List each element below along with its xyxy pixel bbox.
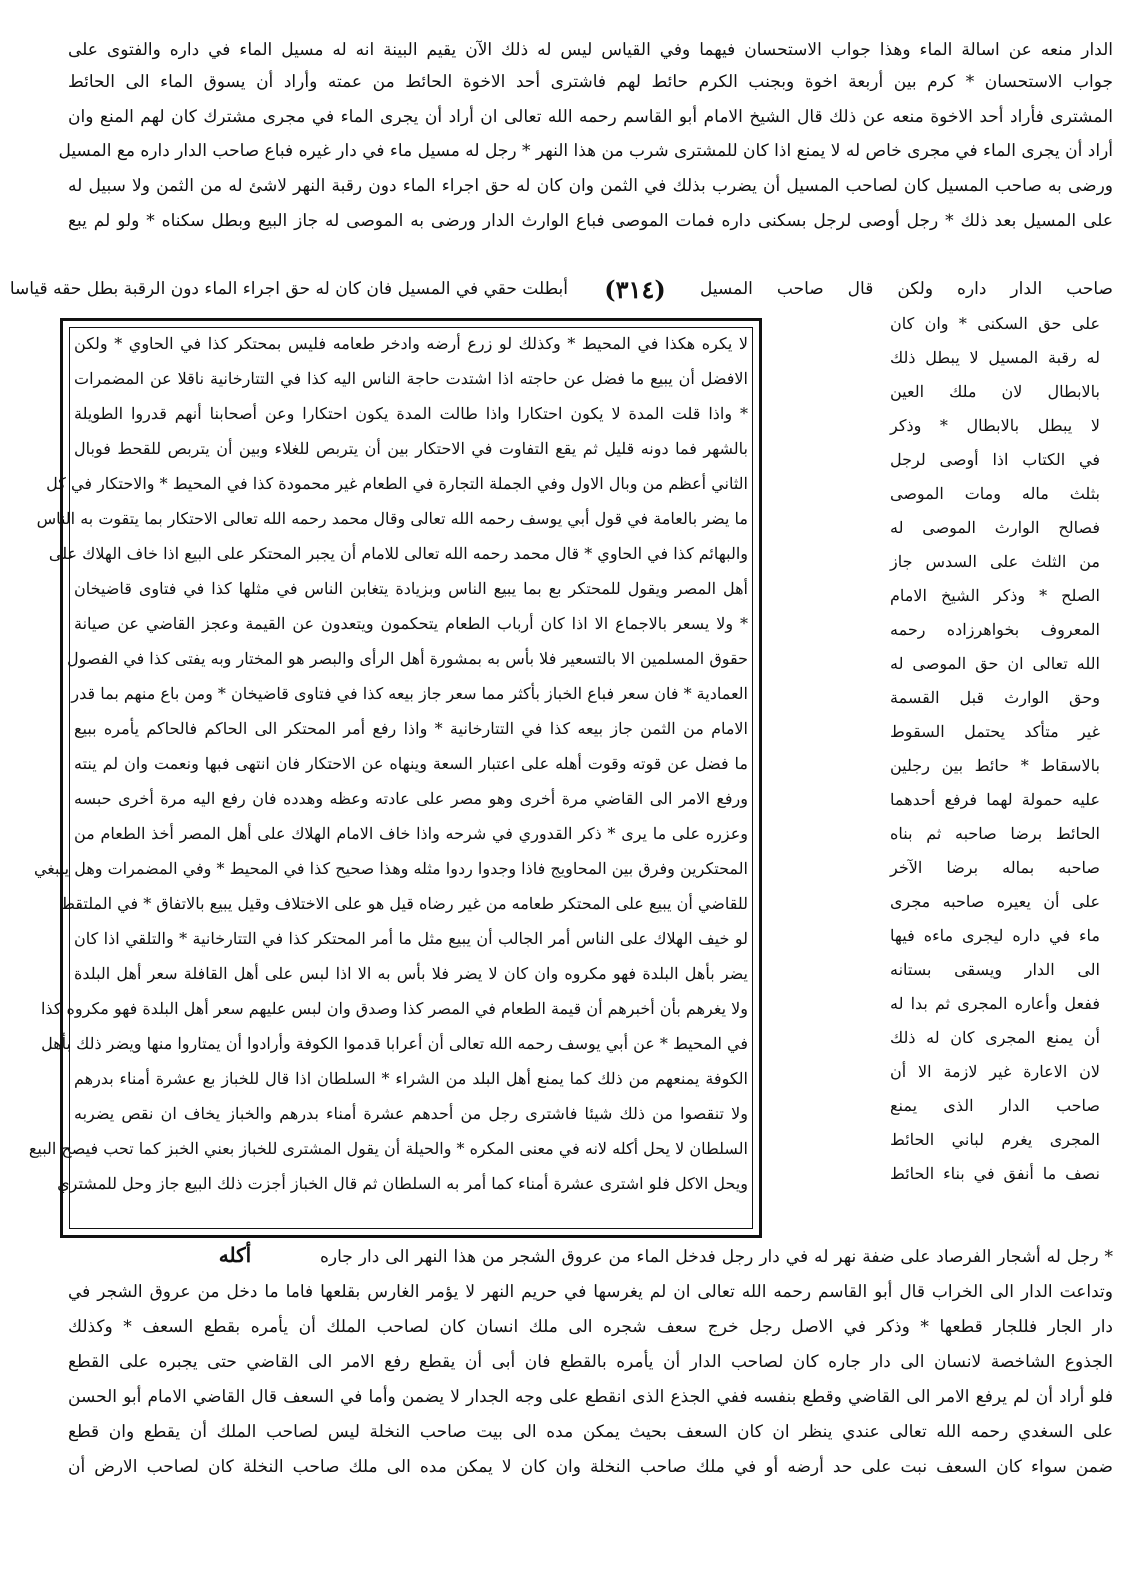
box-line: لو خيف الهلاك على الناس أمر الجالب أن يبيع مثل ما أمر المحتكر كذا في التتارخانية * والتلقي اذا كان	[74, 929, 748, 948]
bottom-line: ضمن سواء كان السعف نبت على حد أرضه أو في ملك صاحب النخلة وان كان لا يمكن مده الى ملك صاحب النخلة كان لصاحب الارض أن	[68, 1457, 1113, 1477]
box-line: حقوق المسلمين الا بالتسعير فلا بأس به بمشورة أهل الرأى والبصر هو المختار وبه يفتى كذا في الفصول	[66, 649, 748, 668]
margin-line: المجرى يغرم لباني الحائط	[890, 1130, 1100, 1149]
margin-line: على أن يعيره صاحبه مجرى	[890, 892, 1100, 911]
bottom-first-line: * رجل له أشجار الفرصاد على ضفة نهر له في دار رجل فدخل الماء من عروق الشجر من هذا النهر الى دار جاره	[320, 1247, 1114, 1267]
margin-line: فصالح الوارث الموصى له	[890, 518, 1100, 537]
bottom-line: وتداعت الدار الى الخراب قال أبو القاسم رحمه الله تعالى ان لم يغرسها في حريم النهر لا يؤمر الغارس بقلعها فاما ما دخل من عروق الشجر في	[68, 1282, 1113, 1302]
margin-line: الحائط برضا صاحبه ثم بناه	[890, 824, 1100, 843]
box-line: ورفع الامر الى القاضي مرة أخرى وهو مصر على عادته وعظه وهدده فان رفع اليه مرة أخرى حبسه	[74, 789, 748, 808]
margin-line: لا يبطل بالابطال * وذكر	[890, 416, 1100, 435]
top-line-after-page-number: أبطلت حقي في المسيل فان كان له حق اجراء الماء دون الرقبة بطل حقه قياسا	[9, 279, 568, 299]
box-line: يضر بأهل البلدة فهو مكروه وان كان لا يضر فلا بأس به الا اذا لبس على أهل القافلة سعر أهل البلدة	[74, 964, 748, 983]
margin-line: ففعل وأعاره المجرى ثم بدا له	[890, 994, 1100, 1013]
margin-line: له رقبة المسيل لا يبطل ذلك	[890, 348, 1100, 367]
top-line: أراد أن يجرى الماء في مجرى خاص له لا يمنع اذا كان للمشترى شرب من هذا النهر * رجل له مسيل ماء في دار غيره فباع صاحب الدار داره مع المسيل	[58, 141, 1113, 161]
box-line: ما فضل عن قوته وقوت أهله على اعتبار السعة وينهاه عن الاحتكار فان انتهى فبها ونعمت وان لم ينته	[74, 754, 749, 773]
margin-line: نصف ما أنفق في بناء الحائط	[890, 1164, 1100, 1183]
box-line: ولا يغرهم بأن أخبرهم أن قيمة الطعام في المصر كذا وصدق وان لبس عليهم سعر أهل البلدة فهو مكروه كذا	[40, 999, 748, 1018]
box-line: العمادية * فان سعر فباع الخباز بأكثر مما سعر جاز بيعه كذا في فتاوى قاضيخان * ومن باع منهم بما قدر	[71, 684, 748, 703]
margin-line: من الثلث على السدس جاز	[890, 552, 1100, 571]
box-line: بالشهر فما دونه قليل ثم يقع التفاوت في الاحتكار بين أن يتربص للغلاء وبين أن يتربص للقحط فوبال	[74, 439, 748, 458]
box-line: في المحيط * عن أبي يوسف رحمه الله تعالى أن أعرابا قدموا الكوفة وأرادوا أن يمتاروا منها ويضر ذلك بأهل	[41, 1034, 748, 1053]
margin-line: أن يمنع المجرى كان له ذلك	[890, 1028, 1100, 1047]
box-line: أهل المصر ويقول للمحتكر بع بما يبيع الناس وبزيادة يتغابن الناس في مثلها كذا في فتاوى قاضيخان	[74, 579, 748, 598]
bottom-line: الجذوع الشاخصة لانسان الى دار جاره كان لصاحب الدار أن يأمره بالقطع فان أبى أن يقطع رفع الامر الى القاضي حتى يجبره على القطع	[68, 1352, 1113, 1372]
top-line: ورضى به صاحب المسيل كان لصاحب المسيل أن يضرب بذلك في الثمن وان كان له حق اجراء الماء دون رقبة النهر لاشئ له من الثمن ولا سبيل له	[68, 176, 1113, 196]
margin-line: على حق السكنى * وان كان	[890, 314, 1100, 333]
box-line: * واذا قلت المدة لا يكون احتكارا واذا طالت المدة يكون احتكارا وعن أصحابنا أنهم قدروا الطويلة	[74, 404, 748, 423]
margin-line: بثلث ماله ومات الموصى	[890, 484, 1100, 503]
box-line: المحتكرين وفرق بين المحاويج فاذا وجدوا ردوا مثله وهذا صحيح كذا في المحيط * وفي المضمرات وهل ينبغي	[33, 859, 748, 878]
top-line-before-page-number: صاحب الدار داره ولكن قال صاحب المسيل	[700, 279, 1113, 299]
top-line: المشترى فأراد أحد الاخوة منعه عن ذلك قال الشيخ الامام أبو القاسم رحمه الله تعالى ان أراد أن يجرى الماء في مجرى مشترك كان لهم المنع وان	[68, 107, 1113, 127]
margin-line: الصلح * وذكر الشيخ الامام	[890, 586, 1100, 605]
bottom-line: على السغدي رحمه الله تعالى عندي ينظر ان كان السعف بحيث يمكن مده الى بيت صاحب النخلة ليس لصاحب الملك أن يقطع وان قطع	[68, 1422, 1113, 1442]
margin-line: وحق الوارث قبل القسمة	[890, 688, 1100, 707]
page-number: (٣١٤)	[604, 275, 666, 304]
margin-line: الله تعالى ان حق الموصى له	[890, 654, 1100, 673]
bottom-line: دار الجار فللجار قطعها * وذكر في الاصل رجل خرج سعف شجره الى ملك انسان كان لصاحب الملك أن يأمره بقطع السعف * وكذلك	[68, 1317, 1114, 1337]
box-line: ويحل الاكل فلو اشترى عشرة أمناء كما أمر به السلطان ثم قال الخباز أجزت ذلك البيع جاز وحل للمشتري	[57, 1174, 748, 1193]
margin-line: ماء في داره ليجرى ماءه فيها	[890, 926, 1100, 945]
top-line: الدار منعه عن اسالة الماء وهذا جواب الاستحسان فيهما وفي القياس ليس له ذلك الآن يقيم البينة انه له مسيل الماء في داره والفتوى على	[68, 40, 1113, 60]
box-line: الامام من الثمن جاز بيعه كذا في التتارخانية * واذا رفع أمر المحتكر الى الحاكم فالحاكم يأمره ببيع	[74, 719, 749, 738]
box-line: ما يضر بالعامة في قول أبي يوسف رحمه الله تعالى وقال محمد رحمه الله تعالى الاحتكار بما يتقوت به الناس	[36, 509, 748, 528]
margin-line: غير متأكد يحتمل السقوط	[890, 722, 1100, 741]
top-line: جواب الاستحسان * كرم بين أربعة اخوة وبجنب الكرم حائط لهم فاشترى أحد الاخوة الحائط من عمته وأراد أن يسوق الماء الى الحائط	[68, 72, 1113, 92]
margin-line: عليه حمولة لهما فرفع أحدهما	[890, 790, 1100, 809]
box-line: وعزره على ما يرى * ذكر القدوري في شرحه واذا خاف الامام الهلاك على أهل المصر أخذ الطعام من	[74, 824, 748, 843]
bottom-line: فلو أراد أن لم يرفع الامر الى القاضي وقطع بنفسه ففي الجذع الذى انقطع على وجه الجدار لا يضمن وأما في السعف قال القاضي الامام أبو الحسن	[68, 1387, 1113, 1407]
margin-line: لان الاعارة غير لازمة الا أن	[890, 1062, 1100, 1081]
box-line: الكوفة يمنعهم من ذلك كما يمنع أهل البلد من الشراء * السلطان اذا قال للخباز بع عشرة أمناء بدرهم	[74, 1069, 748, 1088]
box-line: السلطان لا يحل أكله لانه في معنى المكره * والحيلة أن يقول المشترى للخباز بعني الخبز كما تحب فيصح البيع	[28, 1139, 748, 1158]
box-line: ولا تنقصوا من ذلك شيئا فاشترى رجل من أحدهم عشرة أمناء بدرهم والخباز يخاف ان نقص يضربه	[74, 1104, 748, 1123]
margin-line: صاحبه بماله برضا الآخر	[890, 858, 1100, 877]
box-line: لا يكره هكذا في المحيط * وكذلك لو زرع أرضه وادخر طعامه فليس بمحتكر كذا في الحاوي * ولكن	[74, 334, 748, 353]
margin-line: بالابطال لان ملك العين	[890, 382, 1100, 401]
margin-line: صاحب الدار الذى يمنع	[890, 1096, 1100, 1115]
framed-text-continuation-word: أكله	[218, 1243, 252, 1267]
box-line: للقاضي أن يبيع على المحتكر طعامه من غير رضاه قيل هو على الاختلاف وقيل يبيع بالاتفاق * في الملتقط	[60, 894, 748, 913]
margin-line: بالاسقاط * حائط بين رجلين	[890, 756, 1100, 775]
box-line: الافضل أن يبيع ما فضل عن حاجته اذا اشتدت حاجة الناس اليه كذا في التتارخانية ناقلا عن المضمرات	[74, 369, 749, 388]
box-line: * ولا يسعر بالاجماع الا اذا كان أرباب الطعام يتحكمون ويتعدون عن القيمة وعجز القاضي عن صيانة	[74, 614, 748, 633]
box-line: الثاني أعظم من وبال الاول وفي الجملة التجارة في الطعام غير محمودة كذا في المحيط * والاحتكار في كل	[46, 474, 748, 493]
margin-line: في الكتاب اذا أوصى لرجل	[890, 450, 1100, 469]
margin-line: المعروف بخواهرزاده رحمه	[890, 620, 1100, 639]
box-line: والبهائم كذا في الحاوي * قال محمد رحمه الله تعالى للامام أن يجبر المحتكر على البيع اذا خاف الهلاك على	[48, 544, 748, 563]
margin-line: الى الدار ويسقى بستانه	[890, 960, 1100, 979]
top-line: على المسيل بعد ذلك * رجل أوصى لرجل بسكنى داره فمات الموصى فباع الوارث الدار ورضى به الموصى له جاز البيع وبطل سكناه * ولو لم يبع	[68, 211, 1113, 231]
